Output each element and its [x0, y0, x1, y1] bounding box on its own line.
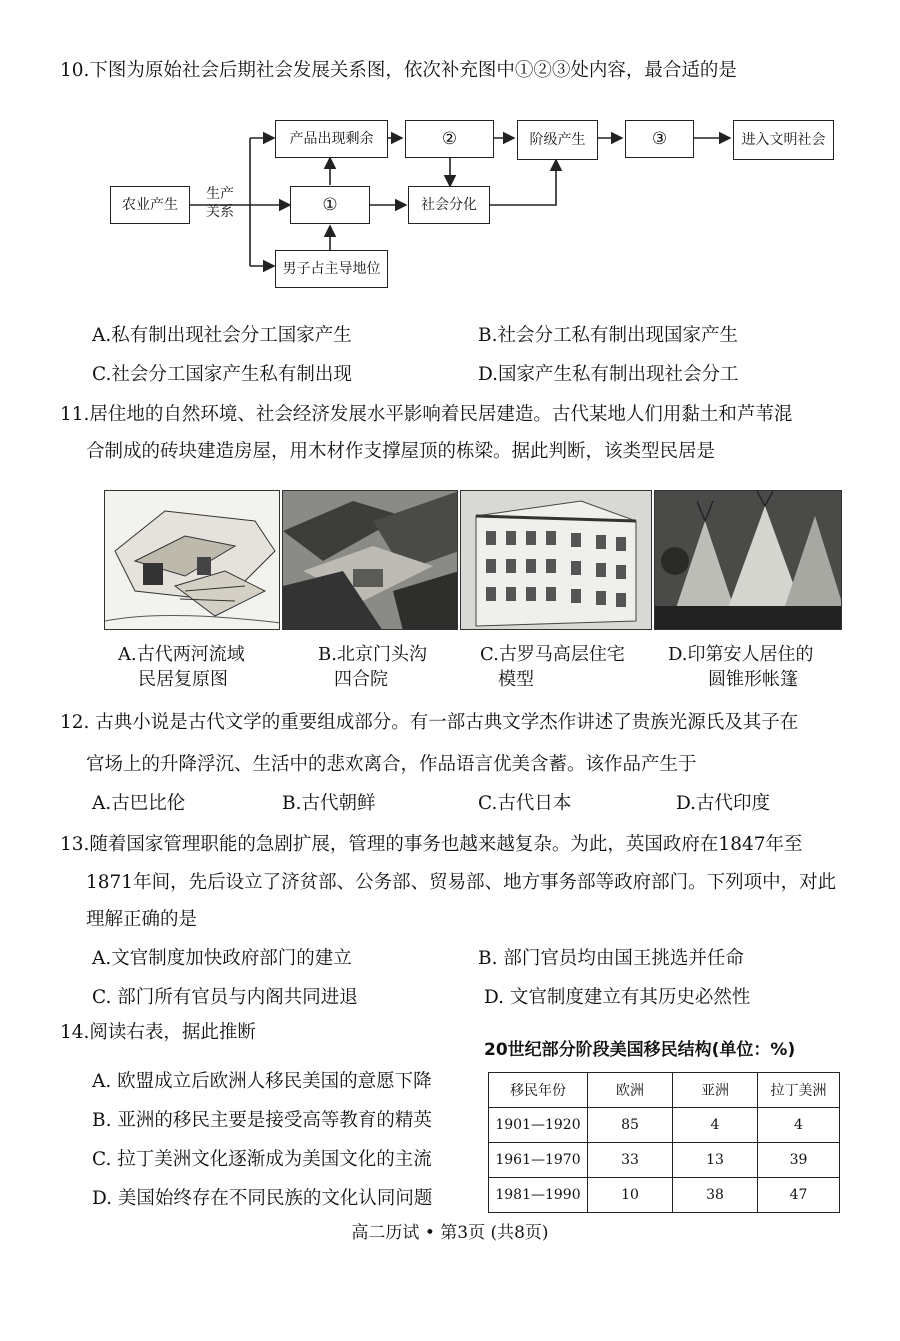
- q12-option-a: A.古巴比伦: [92, 793, 186, 814]
- cell: 10: [588, 1178, 673, 1213]
- caption-c: [480, 642, 625, 692]
- box-differentiation: 社会分化: [408, 186, 490, 224]
- q10-option-c: C.社会分工国家产生私有制出现: [92, 364, 352, 385]
- box-class: 阶级产生: [517, 120, 598, 160]
- immigration-table: [488, 1072, 840, 1213]
- table-row: [489, 1178, 840, 1213]
- caption-d-line-1: D.印第安人居住的: [668, 644, 814, 665]
- q14-option-b: B. 亚洲的移民主要是接受高等教育的精英: [92, 1110, 432, 1131]
- q10-stem: 10.下图为原始社会后期社会发展关系图，依次补充图中①②③处内容，最合适的是: [60, 60, 737, 81]
- cell: 1981—1990: [489, 1178, 588, 1213]
- page-footer: 高二历试 • 第3页 (共8页): [351, 1223, 549, 1243]
- q13-stem-line-2: 1871年间，先后设立了济贫部、公务部、贸易部、地方事务部等政府部门。下列项中，对此: [86, 872, 837, 893]
- box-blank-3: ③: [625, 120, 694, 158]
- label-relations: 关系: [206, 204, 234, 220]
- q10-option-a: A.私有制出现社会分工国家产生: [92, 325, 352, 346]
- q14-option-c: C. 拉丁美洲文化逐渐成为美国文化的主流: [92, 1149, 432, 1170]
- q10-diagram: [0, 0, 900, 300]
- q13-option-d: D. 文官制度建立有其历史必然性: [484, 987, 751, 1008]
- caption-a: [118, 642, 245, 692]
- q13-option-b: B. 部门官员均由国王挑选并任命: [478, 948, 744, 969]
- q14-stem: 14.阅读右表，据此推断: [60, 1022, 256, 1043]
- caption-a-line-1: A.古代两河流域: [118, 644, 245, 665]
- q12-stem-line-1: 12. 古典小说是古代文学的重要组成部分。有一部古典文学杰作讲述了贵族光源氏及其子在: [60, 712, 799, 733]
- q13-stem-line-3: 理解正确的是: [86, 909, 198, 930]
- table-title: 20世纪部分阶段美国移民结构(单位：%): [484, 1040, 796, 1060]
- q14-option-d: D. 美国始终存在不同民族的文化认同问题: [92, 1188, 433, 1209]
- box-civilization: 进入文明社会: [733, 120, 834, 160]
- cell: 33: [588, 1143, 673, 1178]
- caption-c-line-1: C.古罗马高层住宅: [480, 644, 625, 665]
- q10-option-b: B.社会分工私有制出现国家产生: [478, 325, 738, 346]
- cell: 47: [758, 1178, 840, 1213]
- photo-siheyuan: [282, 490, 458, 630]
- box-agriculture: 农业产生: [110, 186, 190, 224]
- photo-tipi-tents: [654, 490, 842, 630]
- cell: 85: [588, 1108, 673, 1143]
- photo-roman-insula: [460, 490, 652, 630]
- header-year: 移民年份: [489, 1073, 588, 1108]
- box-blank-2: ②: [405, 120, 494, 158]
- cell: 1961—1970: [489, 1143, 588, 1178]
- header-latin-america: 拉丁美洲: [758, 1073, 840, 1108]
- photo-mesopotamia-house: [104, 490, 280, 630]
- q12-option-b: B.古代朝鲜: [282, 793, 376, 814]
- box-male-dominance: 男子占主导地位: [275, 250, 388, 288]
- cell: 4: [673, 1108, 758, 1143]
- caption-b: [318, 642, 427, 692]
- caption-b-line-2: 四合院: [334, 669, 388, 690]
- table-row: [489, 1108, 840, 1143]
- cell: 4: [758, 1108, 840, 1143]
- q11-stem-line-2: 合制成的砖块建造房屋，用木材作支撑屋顶的栋梁。据此判断，该类型民居是: [86, 441, 716, 462]
- caption-b-line-1: B.北京门头沟: [318, 644, 427, 665]
- cell: 39: [758, 1143, 840, 1178]
- caption-d: [668, 642, 814, 692]
- header-europe: 欧洲: [588, 1073, 673, 1108]
- cell: 38: [673, 1178, 758, 1213]
- q12-option-c: C.古代日本: [478, 793, 572, 814]
- cell: 1901—1920: [489, 1108, 588, 1143]
- q11-stem-line-1: 11.居住地的自然环境、社会经济发展水平影响着民居建造。古代某地人们用黏土和芦苇混: [60, 404, 793, 425]
- q13-stem-line-1: 13.随着国家管理职能的急剧扩展，管理的事务也越来越复杂。为此，英国政府在1847年至: [60, 834, 803, 855]
- cell: 13: [673, 1143, 758, 1178]
- table-row: [489, 1143, 840, 1178]
- caption-a-line-2: 民居复原图: [138, 669, 228, 690]
- q13-option-a: A.文官制度加快政府部门的建立: [92, 948, 352, 969]
- caption-d-line-2: 圆锥形帐篷: [708, 669, 798, 690]
- q14-option-a: A. 欧盟成立后欧洲人移民美国的意愿下降: [92, 1071, 432, 1092]
- table-header-row: [489, 1073, 840, 1108]
- q12-option-d: D.古代印度: [676, 793, 771, 814]
- box-surplus: 产品出现剩余: [275, 120, 388, 158]
- box-blank-1: ①: [290, 186, 370, 224]
- label-production: 生产: [206, 186, 234, 202]
- q10-option-d: D.国家产生私有制出现社会分工: [478, 364, 739, 385]
- q13-option-c: C. 部门所有官员与内阁共同进退: [92, 987, 358, 1008]
- q12-stem-line-2: 官场上的升降浮沉、生活中的悲欢离合，作品语言优美含蓄。该作品产生于: [86, 754, 697, 775]
- caption-c-line-2: 模型: [498, 669, 534, 690]
- header-asia: 亚洲: [673, 1073, 758, 1108]
